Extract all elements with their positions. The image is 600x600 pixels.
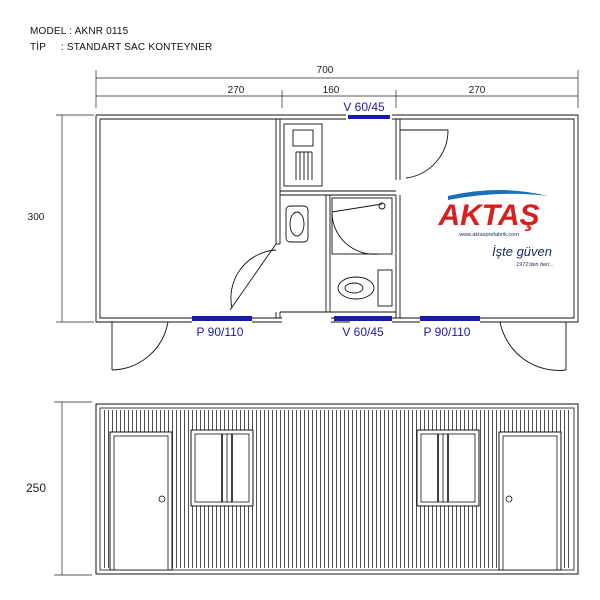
left-entry-door-panel <box>114 436 168 570</box>
type-label: TİP : STANDART SAC KONTEYNER <box>30 42 213 53</box>
door-right-label: P 90/110 <box>423 325 471 339</box>
entry-door-swing <box>500 322 566 370</box>
washbasin-bowl <box>290 212 304 236</box>
sink <box>293 130 313 146</box>
shower-diagonal <box>332 204 382 212</box>
openings <box>192 115 480 321</box>
shower-arc <box>332 212 378 254</box>
logo-brand: AKTAŞ <box>438 199 540 232</box>
model-label: MODEL : AKNR 0115 <box>30 26 129 37</box>
door-opening-left <box>192 316 252 321</box>
window-bottom-label: V 60/45 <box>342 325 384 339</box>
aktas-logo <box>437 190 553 268</box>
door-handle <box>506 496 512 502</box>
toilet-bowl <box>338 277 374 299</box>
door-leaf <box>230 244 276 310</box>
washbasin <box>286 206 308 242</box>
toilet-tank <box>378 270 392 306</box>
kitchen-counter <box>284 124 322 186</box>
window-opening-bottom <box>334 316 392 321</box>
depth-dimension <box>56 115 94 322</box>
door-swing <box>406 130 448 178</box>
door-opening-right <box>420 316 480 321</box>
logo-slogan: İşte güven <box>492 244 552 259</box>
entry-door-swing <box>112 322 168 370</box>
depth-label: 300 <box>27 212 45 223</box>
window-opening-top <box>348 115 390 119</box>
drain-board <box>296 152 312 180</box>
window-top-label: V 60/45 <box>343 100 385 114</box>
height-label: 250 <box>25 481 47 495</box>
right-room-width-label: 270 <box>468 85 486 96</box>
logo-since: 1972'den beri... <box>516 262 554 268</box>
door-handle <box>159 496 165 502</box>
middle-width-label: 160 <box>322 85 340 96</box>
height-dimension <box>54 402 92 575</box>
front-elevation <box>96 404 578 574</box>
left-room-width-label: 270 <box>227 85 245 96</box>
floor-plan <box>96 115 578 370</box>
shower-tray <box>332 198 392 254</box>
right-entry-door-panel <box>503 436 557 570</box>
logo-url: www.aktasprefabrik.com <box>459 232 519 238</box>
shower-drain <box>379 203 385 209</box>
total-width-label: 700 <box>316 65 334 76</box>
toilet-seat <box>345 283 363 293</box>
door-left-label: P 90/110 <box>196 325 244 339</box>
